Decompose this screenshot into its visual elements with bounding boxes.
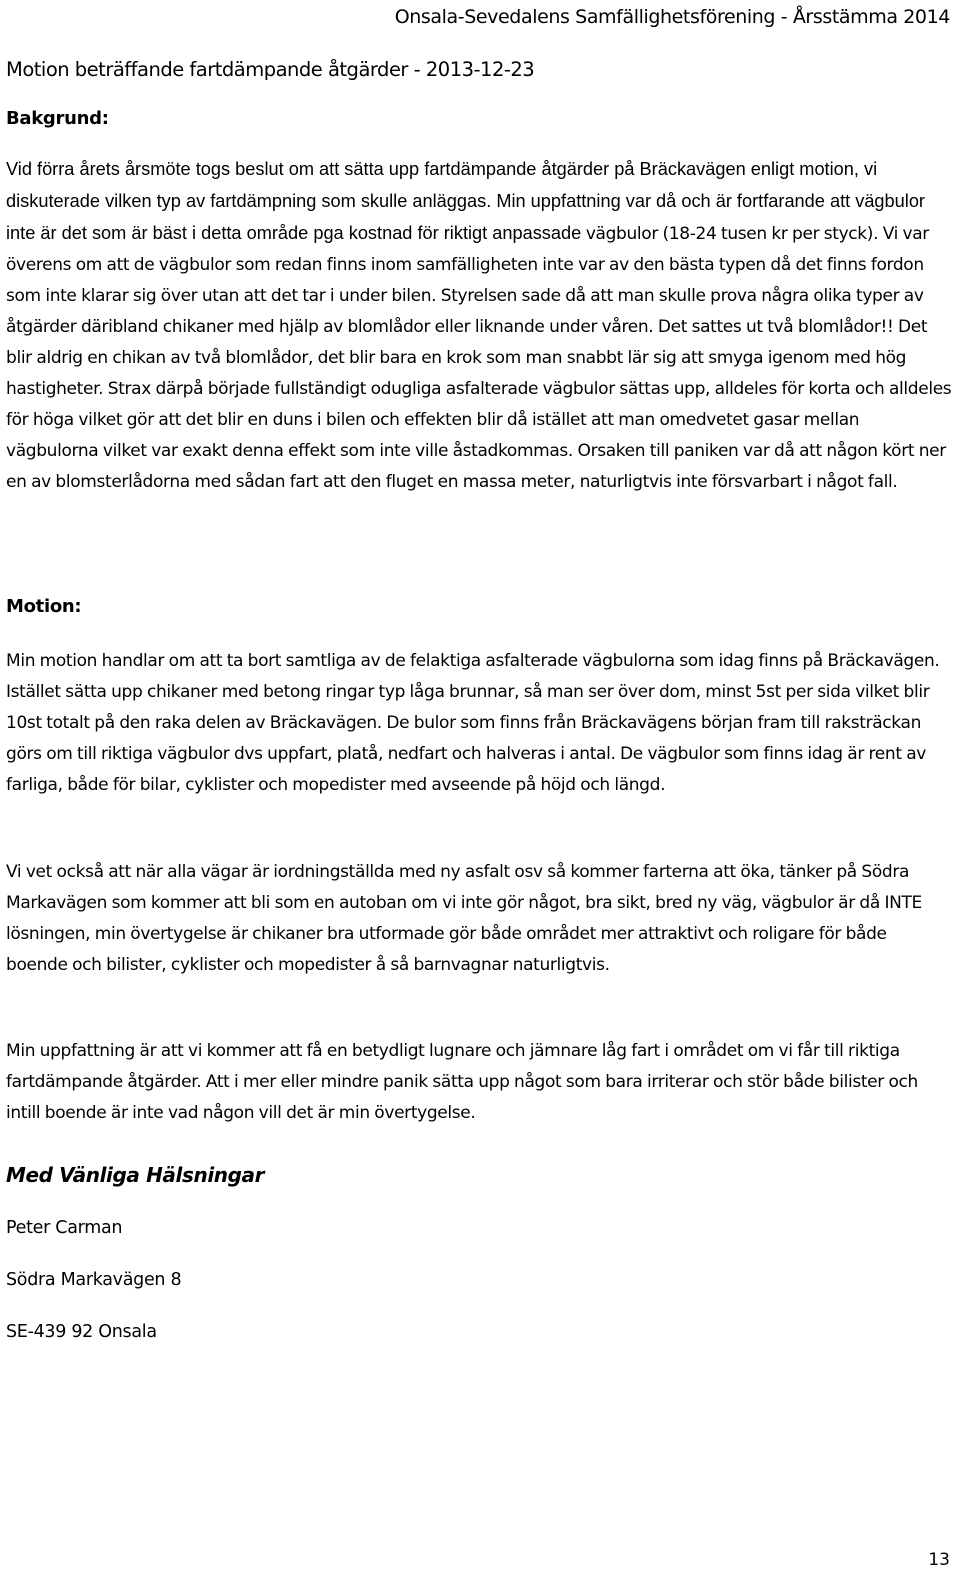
- motion-heading: Motion:: [6, 596, 82, 617]
- motion-paragraph-3: Min uppfattning är att vi kommer att få en betydligt lugnare och jämnare låg fart i området om vi får till riktiga fartdämpande åtgärder. Att i mer eller mindre panik sätta upp något som bara irriterar och stör både bilister och intill boende är inte vad någon vill det är min övertygelse.: [6, 1041, 918, 1123]
- page-number: 13: [928, 1550, 950, 1570]
- background-text-part2: vägbulor (18-24 tusen kr per styck). Vi var överens om att de vägbulor som redan finns inom samfälligheten inte var av den bästa typen då det finns fordon som inte klarar sig över utan att det tar i under bilen. Styrelsen sade då att man skulle prova några olika typer av åtgärder däribland chikaner med hjälp av blomlådor eller liknande under våren. Det sattes ut två blomlådor!! Det blir aldrig en chikan av två blomlådor, det blir bara en krok som man snabbt lär sig att smyga igenom med hög hastigheter. Strax därpå började fullständigt odugliga asfalterade vägbulor sättas upp, alldeles för korta och alldeles för höga vilket gör att det blir en duns i bilen och effekten blir då istället att man omedvetet gasar mellan vägbulorna vilket var exakt denna effekt som inte ville åstadkommas. Orsaken till paniken var då att någon kört ner en av blomsterlådorna med sådan fart att den fluget en massa meter, naturligtvis inte försvarbart i något fall.: [6, 224, 952, 492]
- signature-postal: SE-439 92 Onsala: [6, 1322, 157, 1342]
- document-title: Motion beträffande fartdämpande åtgärder - 2013-12-23: [6, 58, 535, 81]
- running-header: Onsala-Sevedalens Samfällighetsförening - Årsstämma 2014: [394, 6, 950, 28]
- motion-paragraph-2: Vi vet också att när alla vägar är iordningställda med ny asfalt osv så kommer farterna att öka, tänker på Södra Markavägen som kommer att bli som en autoban om vi inte gör något, bra sikt, bred ny väg, vägbulor är då INTE lösningen, min övertygelse är chikaner bra utformade gör både området mer attraktivt och roligare för både boende och bilister, cyklister och mopedister å så barnvagnar naturligtvis.: [6, 862, 922, 975]
- background-text-part1: Vid förra årets årsmöte togs beslut om att sätta upp fartdämpande åtgärder på Bräckavägen enligt motion, vi diskuterade vilken typ av fartdämpning som skulle anläggas. Min uppfattning var då och är fortfarande att vägbulor inte är det som är bäst i detta område pga kostnad för riktigt anpassade: [6, 159, 925, 243]
- background-paragraph: [6, 154, 952, 498]
- motion-paragraph-1: Min motion handlar om att ta bort samtliga av de felaktiga asfalterade vägbulorna som idag finns på Bräckavägen. Istället sätta upp chikaner med betong ringar typ låga brunnar, så man ser över dom, minst 5st per sida vilket blir 10st totalt på den raka delen av Bräckavägen. De bulor som finns från Bräckavägens början fram till raksträckan görs om till riktiga vägbulor dvs uppfart, platå, nedfart och halveras i antal. De vägbulor som finns idag är rent av farliga, både för bilar, cyklister och mopedister med avseende på höjd och längd.: [6, 651, 940, 795]
- background-heading: Bakgrund:: [6, 108, 109, 129]
- closing-greeting: Med Vänliga Hälsningar: [6, 1163, 265, 1187]
- signature-name: Peter Carman: [6, 1218, 123, 1238]
- signature-street: Södra Markavägen 8: [6, 1270, 182, 1290]
